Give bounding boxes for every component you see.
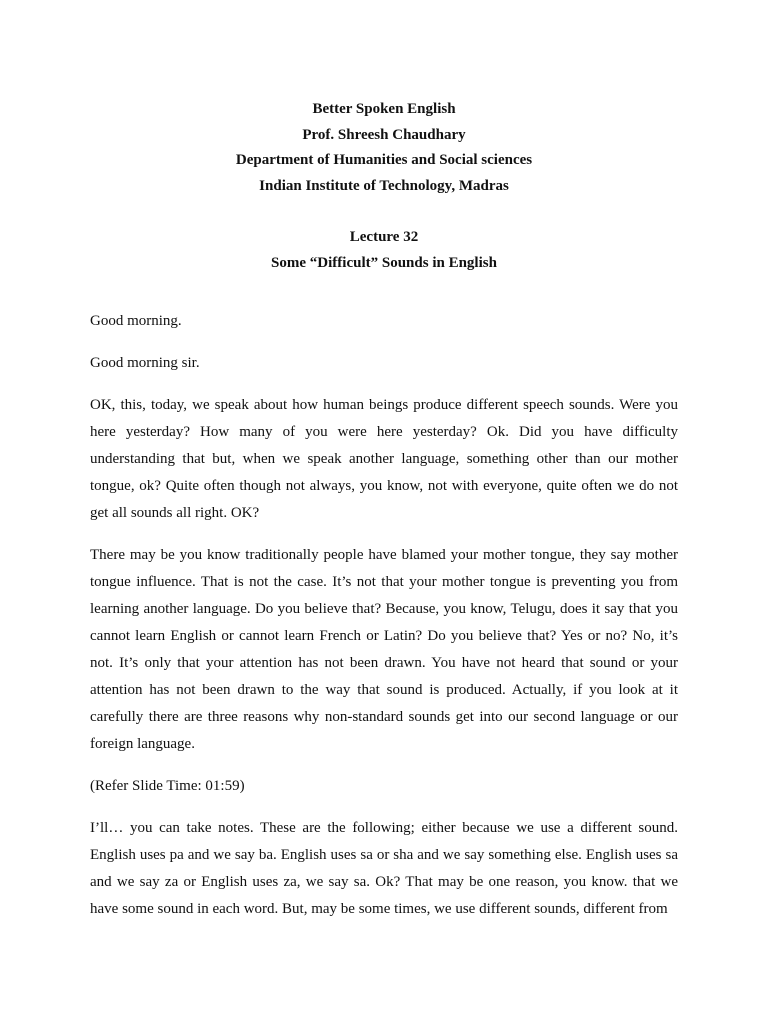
paragraph-greeting: Good morning.: [90, 313, 182, 329]
lecture-number: Lecture 32: [349, 229, 419, 245]
professor-name: Prof. Shreesh Chaudhary: [302, 126, 466, 143]
course-title: Better Spoken English: [312, 101, 456, 117]
slide-time-reference: (Refer Slide Time: 01:59): [90, 778, 245, 794]
transcript-body: [90, 308, 678, 938]
document-header: [0, 97, 768, 199]
paragraph-response: Good morning sir.: [90, 355, 200, 371]
paragraph-reasons: I’ll… you can take notes. These are the following; either because we use a different sound. English uses pa and we say ba. English uses sa or sha and we say something else. English uses sa and we say za or English uses za, we say sa. Ok? That may be one reason, you know. that we have some sound in each word. But, may be some times, we use different sounds, different from: [90, 820, 678, 917]
department-name: Department of Humanities and Social sciences: [235, 152, 533, 168]
lecture-header: [0, 225, 768, 276]
paragraph-intro: OK, this, today, we speak about how human beings produce different speech sounds. Were you here yesterday? How many of you were here yesterday? Ok. Did you have difficulty understanding that but, when we speak another language, something other than our mother tongue, ok? Quite often though not always, you know, not with everyone, quite often we do not get all sounds all right. OK?: [90, 397, 678, 521]
lecture-title: Some “Difficult” Sounds in English: [271, 254, 497, 271]
paragraph-mother-tongue: There may be you know traditionally people have blamed your mother tongue, they say mother tongue influence. That is not the case. It’s not that your mother tongue is preventing you from learning another language. Do you believe that? Because, you know, Telugu, does it say that you cannot learn English or cannot learn French or Latin? Do you believe that? Yes or no? No, it’s not. It’s only that your attention has not been drawn. You have not heard that sound or your attention has not been drawn to the way that sound is produced. Actually, if you look at it carefully there are three reasons why non-standard sounds get into our second language or our foreign language.: [90, 547, 678, 752]
institute-name: Indian Institute of Technology, Madras: [259, 177, 509, 194]
